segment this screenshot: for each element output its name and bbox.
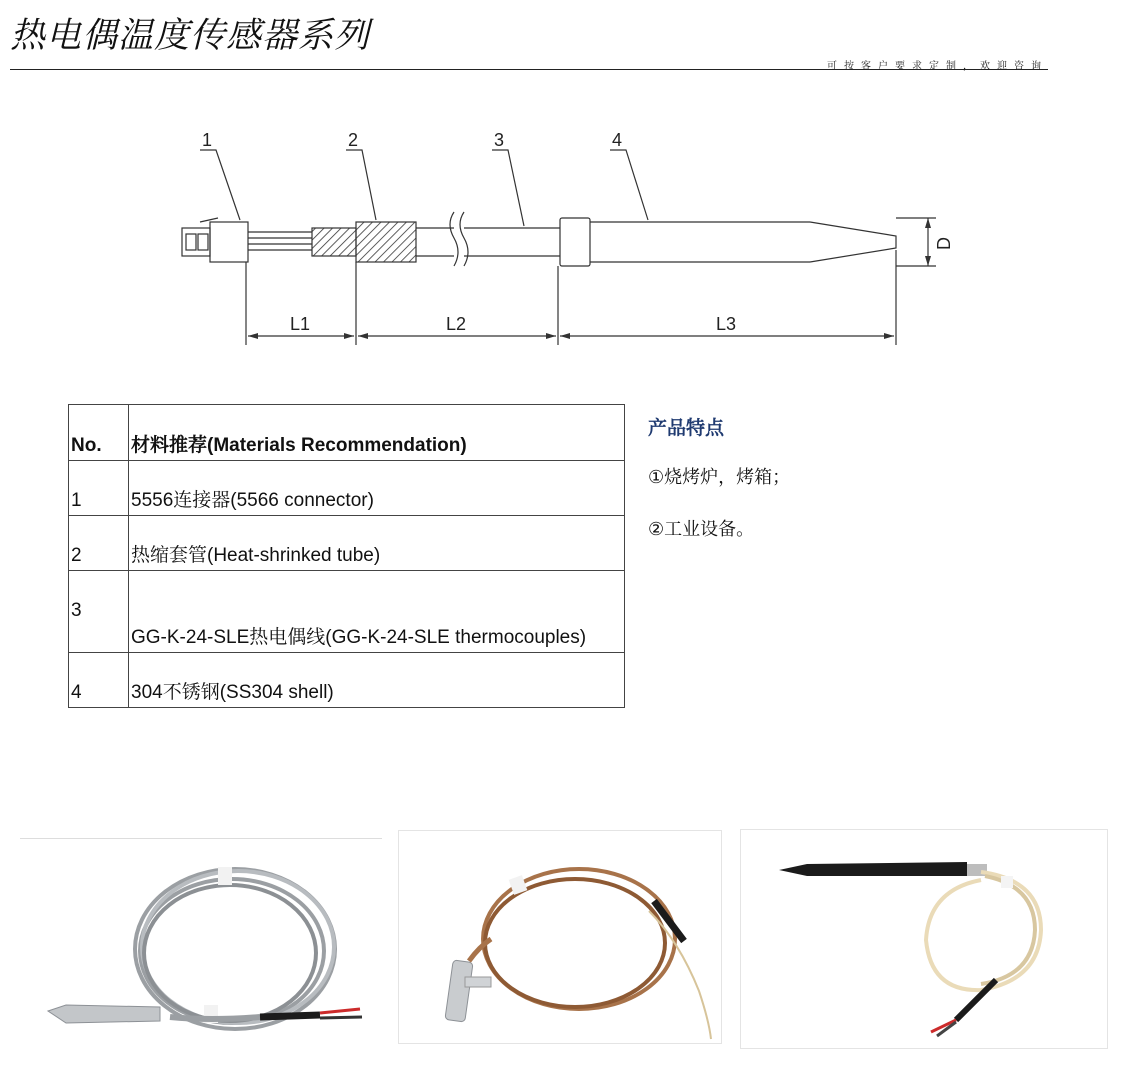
product-photo-steel-braided xyxy=(20,838,382,1049)
product-photo-bayonet xyxy=(398,830,722,1044)
table-row xyxy=(69,461,625,516)
row-no: 3 xyxy=(69,571,129,653)
dimension-l3: L3 xyxy=(716,314,737,334)
feature-item: ②工业设备。 xyxy=(648,519,755,540)
table-header-row xyxy=(69,405,625,461)
probe-shell-part xyxy=(590,218,936,266)
callout-3: 3 xyxy=(494,130,505,150)
callout-1: 1 xyxy=(202,130,213,150)
materials-table xyxy=(68,404,625,708)
dimension-l1: L1 xyxy=(290,314,311,334)
row-no: 1 xyxy=(69,461,129,516)
dimension-d: D xyxy=(934,237,954,250)
dimension-l2: L2 xyxy=(446,314,467,334)
row-no: 4 xyxy=(69,653,129,708)
product-photo-needle-probe xyxy=(740,829,1108,1049)
header-divider xyxy=(10,69,1048,70)
table-row xyxy=(69,516,625,571)
callout-2: 2 xyxy=(348,130,359,150)
callout-4: 4 xyxy=(612,130,623,150)
features-title: 产品特点 xyxy=(648,417,725,439)
header-materials: 材料推荐(Materials Recommendation) xyxy=(129,405,625,461)
connector-part xyxy=(182,218,248,262)
heat-shrink-part xyxy=(312,228,356,256)
row-material: GG-K-24-SLE热电偶线(GG-K-24-SLE thermocouples) xyxy=(129,571,625,653)
table-row xyxy=(69,571,625,653)
page-subtitle: 可按客户要求定制，欢迎咨询 xyxy=(827,61,1048,72)
row-material: 5556连接器(5566 connector) xyxy=(129,461,625,516)
row-material: 热缩套管(Heat-shrinked tube) xyxy=(129,516,625,571)
header-no: No. xyxy=(69,405,129,461)
row-no: 2 xyxy=(69,516,129,571)
thermocouple-drawing xyxy=(160,120,960,360)
page-title: 热电偶温度传感器系列 xyxy=(10,16,371,56)
table-row xyxy=(69,653,625,708)
row-material: 304不锈钢(SS304 shell) xyxy=(129,653,625,708)
feature-item: ①烧烤炉，烤箱； xyxy=(648,467,791,488)
